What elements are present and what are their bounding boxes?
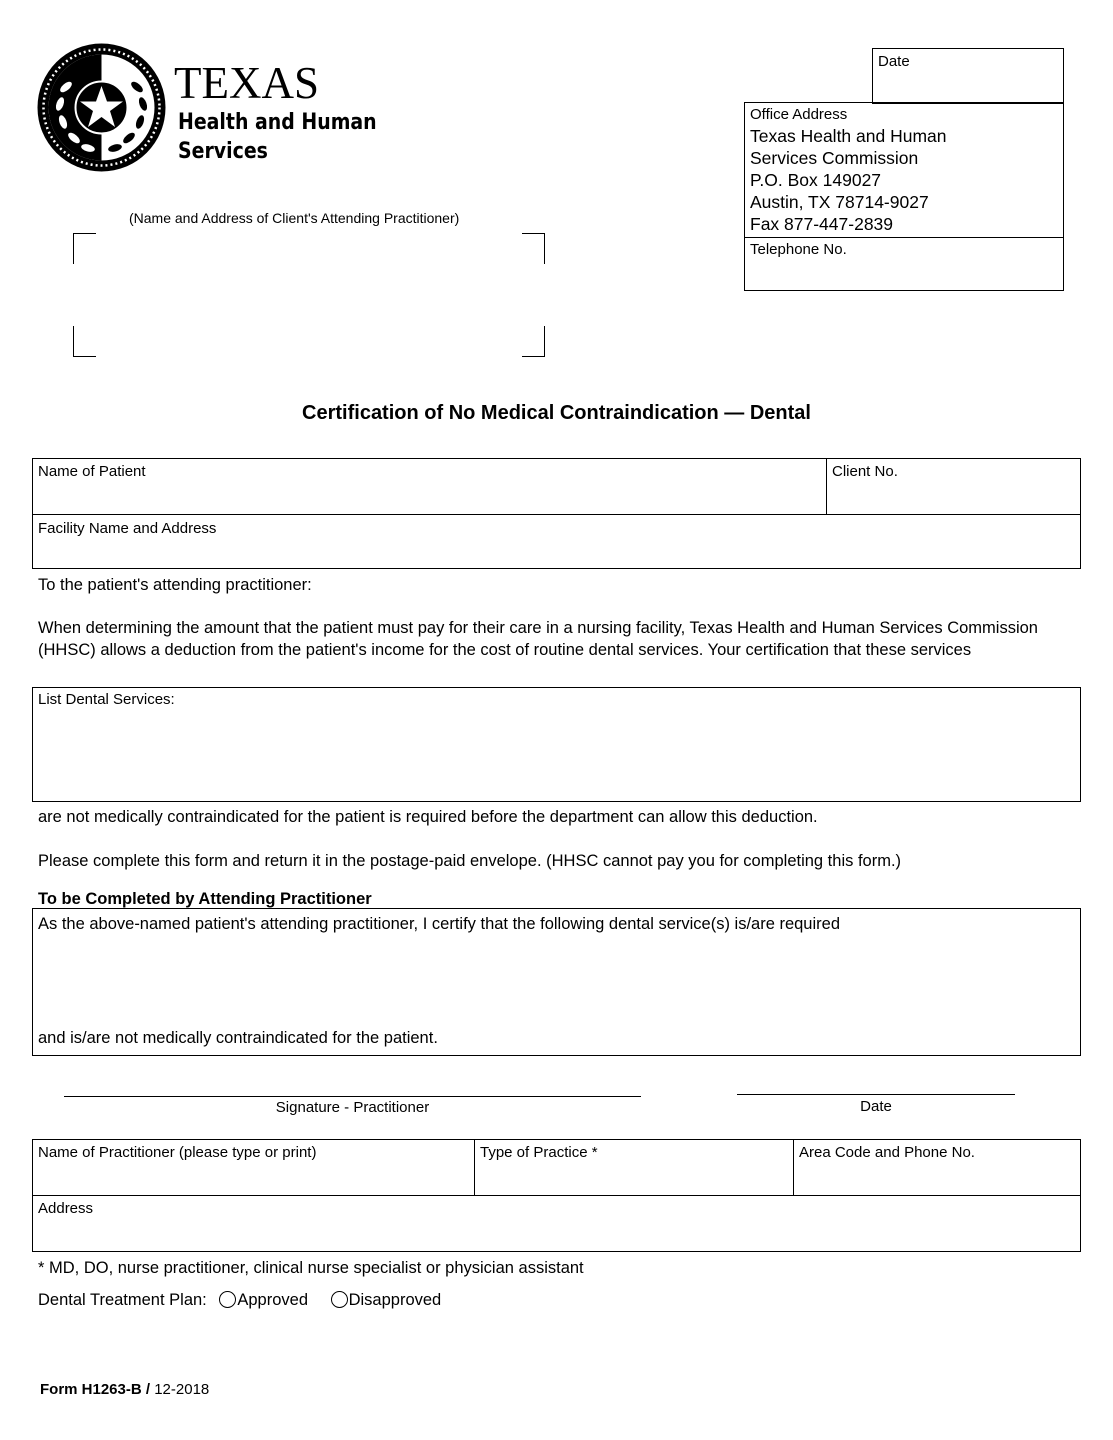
signature-date-line[interactable]: [737, 1094, 1015, 1095]
office-address-line: Services Commission: [750, 148, 919, 168]
telephone-label: Telephone No.: [750, 241, 847, 258]
practitioner-section-heading: To be Completed by Attending Practitioner: [38, 890, 372, 908]
office-fax-line: Fax 877-447-2839: [750, 214, 894, 234]
continuation-text: are not medically contraindicated for the patient is required before the department can allow this deduction.: [38, 808, 818, 826]
disapproved-option[interactable]: [331, 1291, 442, 1309]
office-address-label: Office Address: [750, 106, 848, 123]
practitioner-address-label: Address: [38, 1200, 94, 1217]
form-title: Certification of No Medical Contraindication — Dental: [302, 402, 811, 424]
divider: [745, 237, 1063, 238]
form-revision: 12-2018: [154, 1381, 210, 1398]
return-note: Please complete this form and return it in the postage-paid envelope. (HHSC cannot pay you for completing this form.): [38, 852, 902, 870]
date-label: Date: [878, 53, 910, 70]
corner-mark: [522, 233, 545, 264]
practice-type-label: Type of Practice *: [480, 1144, 598, 1161]
corner-mark: [73, 326, 96, 357]
signature-label: Signature - Practitioner: [275, 1099, 430, 1116]
patient-name-field[interactable]: [33, 459, 827, 515]
practitioner-name-label: Name of Practitioner (please type or print): [38, 1144, 317, 1161]
salutation: To the patient's attending practitioner:: [38, 576, 312, 594]
office-address-line: Austin, TX 78714-9027: [750, 192, 929, 212]
client-no-label: Client No.: [832, 463, 898, 480]
patient-info-table: [32, 458, 1081, 569]
office-address-lines: [750, 125, 947, 235]
office-address-line: P.O. Box 149027: [750, 170, 882, 190]
practitioner-address-caption: (Name and Address of Client's Attending Practitioner): [129, 210, 460, 226]
practitioner-address-field[interactable]: [33, 1196, 1080, 1251]
phone-label: Area Code and Phone No.: [799, 1144, 975, 1161]
corner-mark: [73, 233, 96, 264]
practice-footnote: * MD, DO, nurse practitioner, clinical nurse specialist or physician assistant: [38, 1259, 584, 1277]
practitioner-info-table: [32, 1139, 1081, 1252]
logo-line-3: Services: [178, 139, 268, 164]
office-address-line: Texas Health and Human: [750, 126, 947, 146]
logo-line-2: Health and Human: [178, 110, 377, 135]
corner-mark: [522, 326, 545, 357]
form-id: Form H1263-B /: [40, 1381, 151, 1398]
practice-type-field[interactable]: [475, 1140, 794, 1196]
facility-field[interactable]: [33, 515, 1080, 568]
certification-box[interactable]: [32, 908, 1081, 1056]
client-no-field[interactable]: [827, 459, 1080, 515]
radio-circle-icon[interactable]: [331, 1291, 348, 1308]
office-address-box: [744, 102, 1064, 291]
patient-name-label: Name of Patient: [38, 463, 146, 480]
treatment-plan-row: [38, 1289, 441, 1311]
radio-circle-icon[interactable]: [219, 1291, 236, 1308]
certify-end-text: and is/are not medically contraindicated for the patient.: [38, 1029, 438, 1047]
approved-label: Approved: [237, 1291, 308, 1309]
intro-paragraph: When determining the amount that the patient must pay for their care in a nursing facility, Texas Health and Human Services Commission (HHSC) allows a deduction from the patient's income for the cost of routine dental services. Your certification that these services: [38, 619, 1038, 659]
treatment-plan-label: Dental Treatment Plan:: [38, 1291, 207, 1309]
logo-agency-name: [178, 108, 377, 166]
disapproved-label: Disapproved: [348, 1291, 442, 1309]
certify-text: As the above-named patient's attending practitioner, I certify that the following dental service(s) is/are required: [38, 915, 840, 933]
form-footer: [40, 1381, 209, 1398]
texas-seal-icon: [36, 42, 167, 173]
dental-services-label: List Dental Services:: [38, 691, 175, 708]
facility-label: Facility Name and Address: [38, 520, 217, 537]
practitioner-address-window[interactable]: [73, 233, 545, 357]
phone-field[interactable]: [794, 1140, 1080, 1196]
signature-line[interactable]: [64, 1096, 641, 1097]
date-field[interactable]: [872, 48, 1064, 104]
dental-services-field[interactable]: [32, 687, 1081, 802]
practitioner-name-field[interactable]: [33, 1140, 475, 1196]
approved-option[interactable]: [219, 1291, 312, 1309]
signature-date-label: Date: [860, 1098, 892, 1115]
logo-texas-text: TEXAS: [174, 58, 319, 108]
